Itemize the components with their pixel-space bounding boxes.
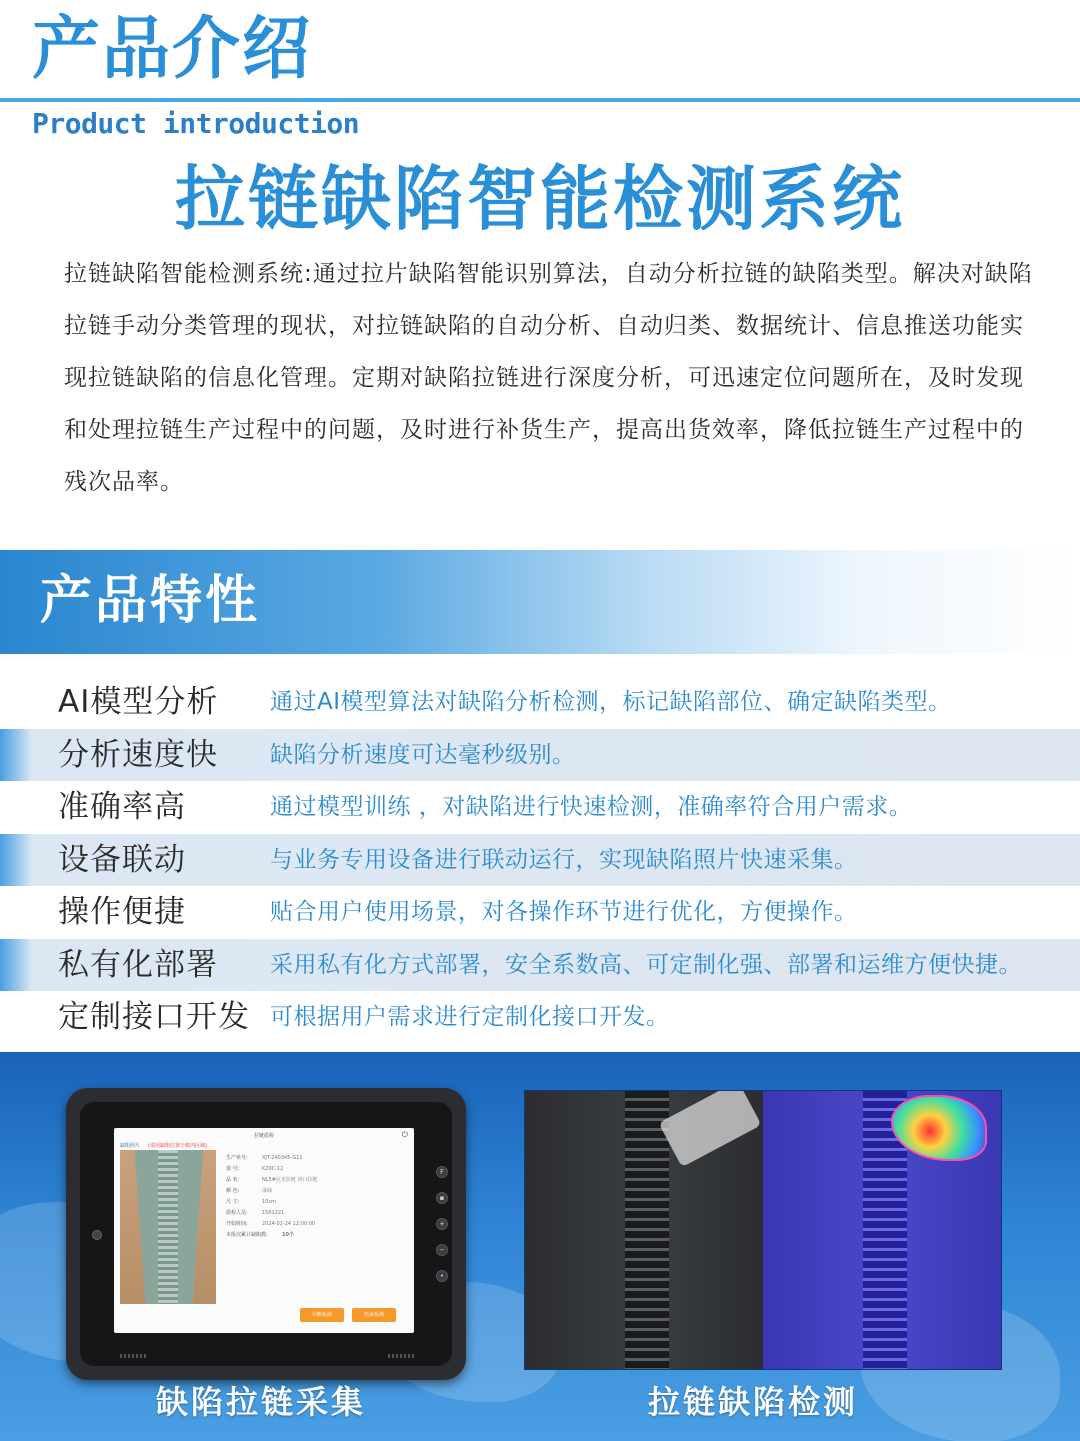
speaker-grille-right bbox=[388, 1354, 414, 1358]
feature-text: 通过AI模型算法对缺陷分析检测，标记缺陷部位、确定缺陷类型。 bbox=[270, 689, 952, 715]
product-description: 拉链缺陷智能检测系统:通过拉片缺陷智能识别算法，自动分析拉链的缺陷类型。解决对缺陷拉链手动分类管理的现状，对拉链缺陷的自动分析、自动归类、数据统计、信息推送功能实现拉链缺陷的信息化管理。定期对缺陷拉链进行深度分析，可迅速定位问题所在，及时发现和处理拉链生产过程中的问题，及时进行补货生产，提高出货效率，降低拉链生产过程中的残次品率。 bbox=[64, 261, 1033, 495]
feature-name: 设备联动 bbox=[58, 841, 186, 878]
feature-text: 通过模型训练 ，对缺陷进行快速检测，准确率符合用户需求。 bbox=[270, 794, 913, 820]
features-title: 产品特性 bbox=[40, 571, 261, 631]
zipper-photo-thumb bbox=[120, 1150, 216, 1304]
field-style-no: 款 号: K20C-12 bbox=[226, 1166, 284, 1172]
photo-hint: (请用缺陷位置于框内区域) bbox=[148, 1143, 207, 1149]
speaker-grille-left bbox=[120, 1354, 146, 1358]
app-title: 拉链质检 bbox=[253, 1133, 274, 1139]
field-order-no: 生产单号: XJT-240345-G11 bbox=[226, 1155, 303, 1161]
power-key-icon[interactable]: • bbox=[436, 1270, 448, 1282]
feature-name: 私有化部署 bbox=[58, 946, 218, 983]
feature-row bbox=[0, 886, 1080, 939]
feature-list bbox=[0, 676, 1080, 1044]
field-color: 颜 色: 浅绿 bbox=[226, 1188, 273, 1194]
caption-defect-detection: 拉链缺陷检测 bbox=[648, 1383, 859, 1421]
power-icon[interactable]: ⏻ bbox=[401, 1130, 408, 1139]
zipper-teeth bbox=[625, 1091, 669, 1369]
f-key-icon[interactable]: F bbox=[436, 1166, 448, 1178]
zipper-defect-image bbox=[524, 1090, 1002, 1370]
zipper-teeth bbox=[158, 1150, 178, 1304]
caption-defect-collection: 缺陷拉链采集 bbox=[156, 1383, 367, 1421]
field-inspector: 质检人员: 1561221 bbox=[226, 1210, 285, 1216]
feature-name: 操作便捷 bbox=[58, 894, 186, 930]
page-heading-en: Product introduction bbox=[32, 107, 360, 140]
page-heading-zh: 产品介绍 bbox=[32, 10, 313, 89]
feature-name: AI模型分析 bbox=[58, 684, 219, 720]
photo-label: 缺陷照片 bbox=[120, 1143, 141, 1149]
tablet-screen bbox=[114, 1128, 414, 1333]
field-defect-count: 本批次累计缺陷数: 10个 bbox=[226, 1232, 294, 1238]
feature-name: 定制接口开发 bbox=[58, 999, 250, 1035]
feature-row bbox=[0, 729, 1080, 782]
product-title: 拉链缺陷智能检测系统 bbox=[175, 158, 905, 240]
inspection-fields bbox=[226, 1154, 406, 1242]
feature-name: 分析速度快 bbox=[58, 736, 218, 773]
feature-row bbox=[0, 676, 1080, 729]
field-size: 尺 寸: 10cm bbox=[226, 1199, 276, 1205]
feature-row bbox=[0, 939, 1080, 992]
zipper-original-photo bbox=[525, 1091, 763, 1369]
defect-mark bbox=[659, 1090, 762, 1167]
feature-row bbox=[0, 781, 1080, 834]
feature-text: 与业务专用设备进行联动运行，实现缺陷照片快速采集。 bbox=[270, 846, 858, 873]
feature-text: 采用私有化方式部署，安全系数高、可定制化强、部署和运维方便快捷。 bbox=[270, 951, 1022, 978]
volume-up-icon[interactable]: + bbox=[436, 1218, 448, 1230]
camera-icon bbox=[92, 1230, 102, 1240]
feature-text: 贴合用户使用场景，对各操作环节进行优化，方便操作。 bbox=[270, 899, 858, 925]
field-product-name: 品 名: NL5#尼龙拉链 闭口拉链 bbox=[226, 1177, 318, 1183]
rugged-tablet bbox=[66, 1088, 466, 1380]
gallery-section bbox=[0, 1052, 1080, 1441]
volume-down-icon[interactable]: − bbox=[436, 1244, 448, 1256]
end-inspection-button[interactable]: 结束检测 bbox=[352, 1308, 396, 1322]
feature-text: 可根据用户需求进行定制化接口开发。 bbox=[270, 1004, 670, 1030]
feature-row bbox=[0, 834, 1080, 887]
features-banner bbox=[0, 550, 1080, 654]
zipper-heatmap-photo bbox=[763, 1091, 1001, 1369]
feature-row bbox=[0, 991, 1080, 1044]
header-divider bbox=[0, 98, 1080, 102]
feature-name: 准确率高 bbox=[58, 789, 186, 825]
home-key-icon[interactable]: ▪ bbox=[436, 1192, 448, 1204]
feature-text: 缺陷分析速度可达毫秒级别。 bbox=[270, 741, 576, 768]
field-start-time: 开始时间: 2024-02-24 12:00:00 bbox=[226, 1221, 316, 1227]
stop-inspection-button[interactable]: 中断检测 bbox=[300, 1308, 344, 1322]
